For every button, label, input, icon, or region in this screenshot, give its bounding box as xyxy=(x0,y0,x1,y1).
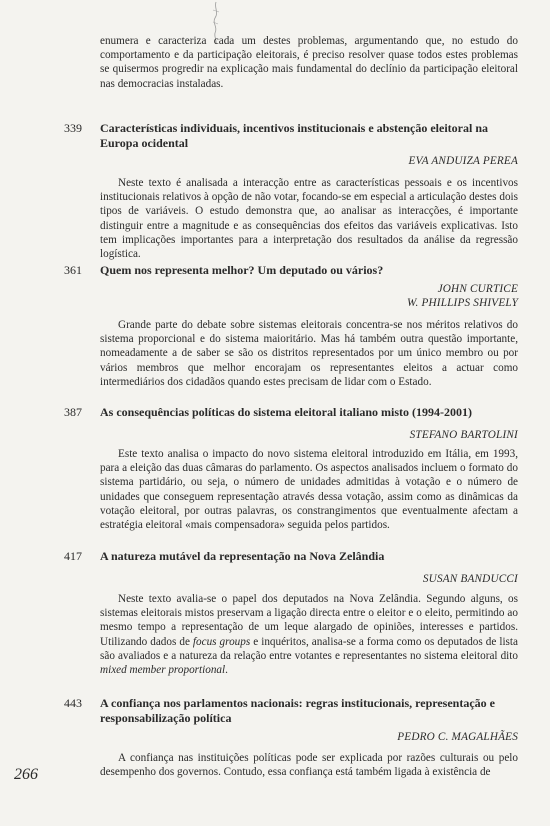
entry-title: A natureza mutável da representação na Nova Zelândia xyxy=(100,549,385,563)
entry-title: As consequências políticas do sistema eleitoral italiano misto (1994-2001) xyxy=(100,405,472,419)
entry-author: JOHN CURTICE xyxy=(437,283,518,295)
abstract-text: Neste texto avalia-se o papel dos deputados na Nova Zelândia. Segundo alguns, os sistemas eleitorais mistos preservam a ligação directa entre o eleitor e o eleito, permitindo ao mesmo tempo a representação de um leque alargado de opiniões, interesses e partidos. Utilizando dados de xyxy=(100,593,518,648)
entry-page-number: 417 xyxy=(64,549,82,563)
entry-author: W. PHILLIPS SHIVELY xyxy=(406,297,518,309)
entry-page-number: 339 xyxy=(64,121,82,135)
entry-page-number: 443 xyxy=(64,696,82,710)
entry-title: A confiança nos parlamentos nacionais: regras institucionais, representação e responsabilização política xyxy=(100,696,495,725)
abstract-italic-term: mixed member proportional xyxy=(100,664,226,677)
entry-page-number: 387 xyxy=(64,405,82,419)
entry-page-number: 361 xyxy=(64,263,82,277)
abstract-text: e inquéritos, analisa-se a forma como os deputados de lista são avaliados e a natureza da relação entre votantes e representantes no sistema eleitoral dito xyxy=(100,635,518,662)
entry-abstract: A confiança nas instituições políticas pode ser explicada por razões culturais ou pelo desempenho dos governos. Contudo, essa confiança está também ligada à existência de xyxy=(100,752,518,779)
entry-abstract: Grande parte do debate sobre sistemas eleitorais concentra-se nos méritos relativos do sistema proporcional e do sistema maioritário. Mas há também outra questão importante, nomeadamente a de saber se são os distritos representados por um único membro ou por vários membros que melhor encorajam os representantes eleitos a actuar como intermediários dos cidadãos quando estes precisam de lidar com o Estado. xyxy=(100,319,518,388)
intro-paragraph: enumera e caracteriza cada um destes problemas, argumentando que, no estudo do comportamento e da participação eleitorais, é preciso resolver quase todos estes problemas se quisermos progredir na explicação mais fundamental do declínio da participação eleitoral nas democracias instaladas. xyxy=(100,35,518,90)
entry-title: Quem nos representa melhor? Um deputado ou vários? xyxy=(100,263,384,277)
entry-author: SUSAN BANDUCCI xyxy=(422,573,518,585)
abstract-italic-term: focus groups xyxy=(192,635,251,648)
entry-abstract: Neste texto é analisada a interacção entre as características pessoais e os incentivos institucionais relativos à opção de não votar, focando-se em especial a articulação destes dois tipos de variáveis. O estudo demonstra que, ao analisar as interacções, é importante distinguir entre a magnitude e as consequências dos efeitos das variáveis explicativas. Isto tem implicações importantes para a interpretação dos resultados da análise da regressão logística. xyxy=(100,177,518,261)
page-number: 266 xyxy=(14,766,38,783)
entry-abstract: Este texto analisa o impacto do novo sistema eleitoral introduzido em Itália, em 1993, para a eleição das duas câmaras do parlamento. Os aspectos analisados incluem o formato do sistema partidário, ou seja, o número de unidades admitidas à votação e o número de unidades que conseguem representação através dessa votação, assim como as dinâmicas da votação eleitoral, por outras palavras, os constrangimentos que eventualmente afectam a estratégia eleitoral «mais compensadora» seguida pelos partidos. xyxy=(100,448,518,532)
entry-author: PEDRO C. MAGALHÃES xyxy=(397,731,518,743)
abstract-text: . xyxy=(225,664,228,677)
entry-title: Características individuais, incentivos institucionais e abstenção eleitoral na Europa ocidental xyxy=(100,121,488,150)
entry-author: EVA ANDUIZA PEREA xyxy=(408,155,518,167)
entry-abstract xyxy=(100,592,518,677)
entry-author: STEFANO BARTOLINI xyxy=(409,429,518,441)
